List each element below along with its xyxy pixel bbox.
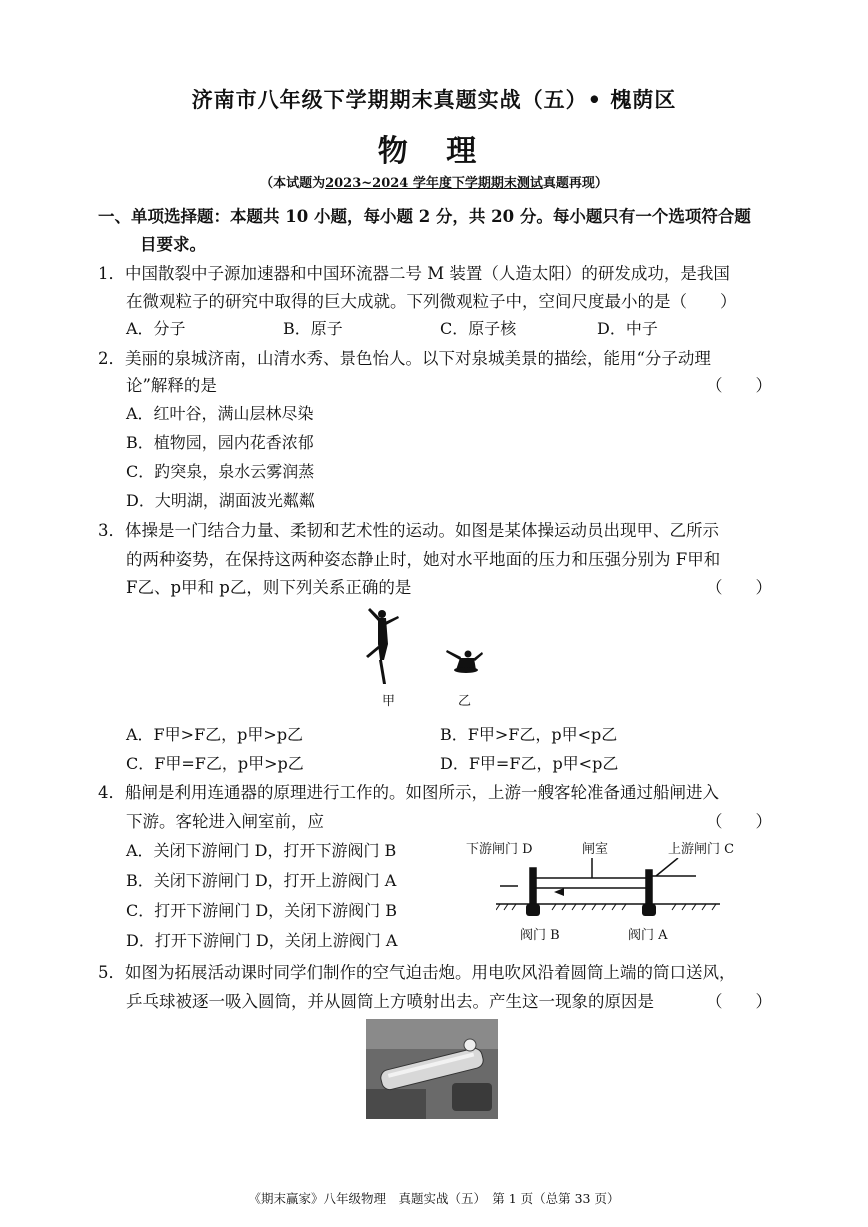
label-upstream-gate-c: 上游闸门 C [668,842,735,857]
q4-option-c: C．打开下游闸门 D，关闭下游阀门 B [126,901,398,920]
q3-stem-line3: F乙、p甲和 p乙，则下列关系正确的是 [126,578,412,597]
water-arrow [554,888,564,896]
q2-stem-line2: 论”解释的是 [126,376,217,395]
q1-option-b: B．原子 [283,319,343,338]
q3-option-a: A．F甲>F乙，p甲>p乙 [126,725,304,744]
q2-option-c: C．趵突泉，泉水云雾润蒸 [126,462,315,481]
fig-label-jia: 甲 [382,694,396,709]
q3-option-c: C．F甲=F乙，p甲>p乙 [126,754,304,773]
q5-stem-line2: 乒乓球被逐一吸入圆筒，并从圆筒上方喷射出去。产生这一现象的原因是 [126,992,654,1011]
q1-stem-line2: 在微观粒子的研究中取得的巨大成就。下列微观粒子中，空间尺度最小的是（ ） [126,292,737,311]
q1-option-a: A．分子 [126,319,186,338]
exam-note [0,172,868,191]
label-valve-a: 阀门 A [628,928,668,943]
exam-title: 济南市八年级下学期期末真题实战（五）• 槐荫区 [191,87,677,112]
q3-answer-paren: （ ） [706,578,772,597]
downstream-gate-d [530,868,536,904]
q1-stem-line1: 1．中国散裂中子源加速器和中国环流器二号 M 装置（人造太阳）的研发成功，是我国 [98,264,730,283]
q4-answer-paren: （ ） [706,812,772,831]
note-underlined: 2023~2024 学年度下学期期末测试 [325,176,543,191]
q5-answer-paren: （ ） [706,992,772,1011]
gymnast-pose-yi [446,650,483,673]
q2-answer-paren: （ ） [706,376,772,395]
q4-option-d: D．打开下游闸门 D，关闭上游阀门 A [126,931,398,950]
page-footer: 《期末赢家》八年级物理 真题实战（五） 第 1 页（总第 33 页） [248,1191,620,1206]
q3-option-d: D．F甲=F乙，p甲<p乙 [440,754,619,773]
subject-title: 物 理 [377,134,491,169]
q1-option-d: D．中子 [597,319,658,338]
q2-stem-line1: 2．美丽的泉城济南，山清水秀、景色怡人。以下对泉城美景的描绘，能用“分子动理 [98,349,711,368]
air-mortar-photo [366,1019,498,1119]
note-prefix: （本试题为 [260,176,326,191]
q3-stem-line1: 3．体操是一门结合力量、柔韧和艺术性的运动。如图是某体操运动员出现甲、乙所示 [98,521,719,540]
q4-stem-line2: 下游。客轮进入闸室前，应 [126,812,324,831]
label-lock-chamber: 闸室 [582,842,609,857]
q2-option-d: D．大明湖，湖面波光粼粼 [126,491,315,510]
q4-option-a: A．关闭下游闸门 D，打开下游阀门 B [126,841,397,860]
label-valve-b: 阀门 B [520,928,560,943]
q2-option-a: A．红叶谷，满山层林尽染 [126,404,314,423]
valve-b [526,904,540,916]
section-heading-line1: 一、单项选择题：本题共 10 小题，每小题 2 分，共 20 分。每小题只有一个选项符合题 [98,207,751,226]
gymnast-pose-jia [366,608,399,684]
hair-dryer [452,1083,492,1111]
q3-stem-line2: 的两种姿势，在保持这两种姿态静止时，她对水平地面的压力和压强分别为 F甲和 [126,550,721,569]
q4-option-b: B．关闭下游闸门 D，打开上游阀门 A [126,871,397,890]
q4-stem-line1: 4．船闸是利用连通器的原理进行工作的。如图所示，上游一艘客轮准备通过船闸进入 [98,783,719,802]
q2-option-b: B．植物园，园内花香浓郁 [126,433,314,452]
fig-label-yi: 乙 [458,694,472,709]
ping-pong-ball [464,1039,476,1051]
upstream-gate-c [646,870,652,904]
label-downstream-gate-d: 下游闸门 D [466,842,533,857]
q5-stem-line1: 5．如图为拓展活动课时同学们制作的空气迫击炮。用电吹风沿着圆筒上端的筒口送风， [98,963,736,982]
section-heading-line2: 目要求。 [140,235,206,254]
q1-option-c: C．原子核 [440,319,517,338]
ship-lock-diagram [496,858,720,922]
q3-option-b: B．F甲>F乙，p甲<p乙 [440,725,618,744]
note-suffix: 真题再现） [542,176,608,191]
valve-a [642,904,656,916]
